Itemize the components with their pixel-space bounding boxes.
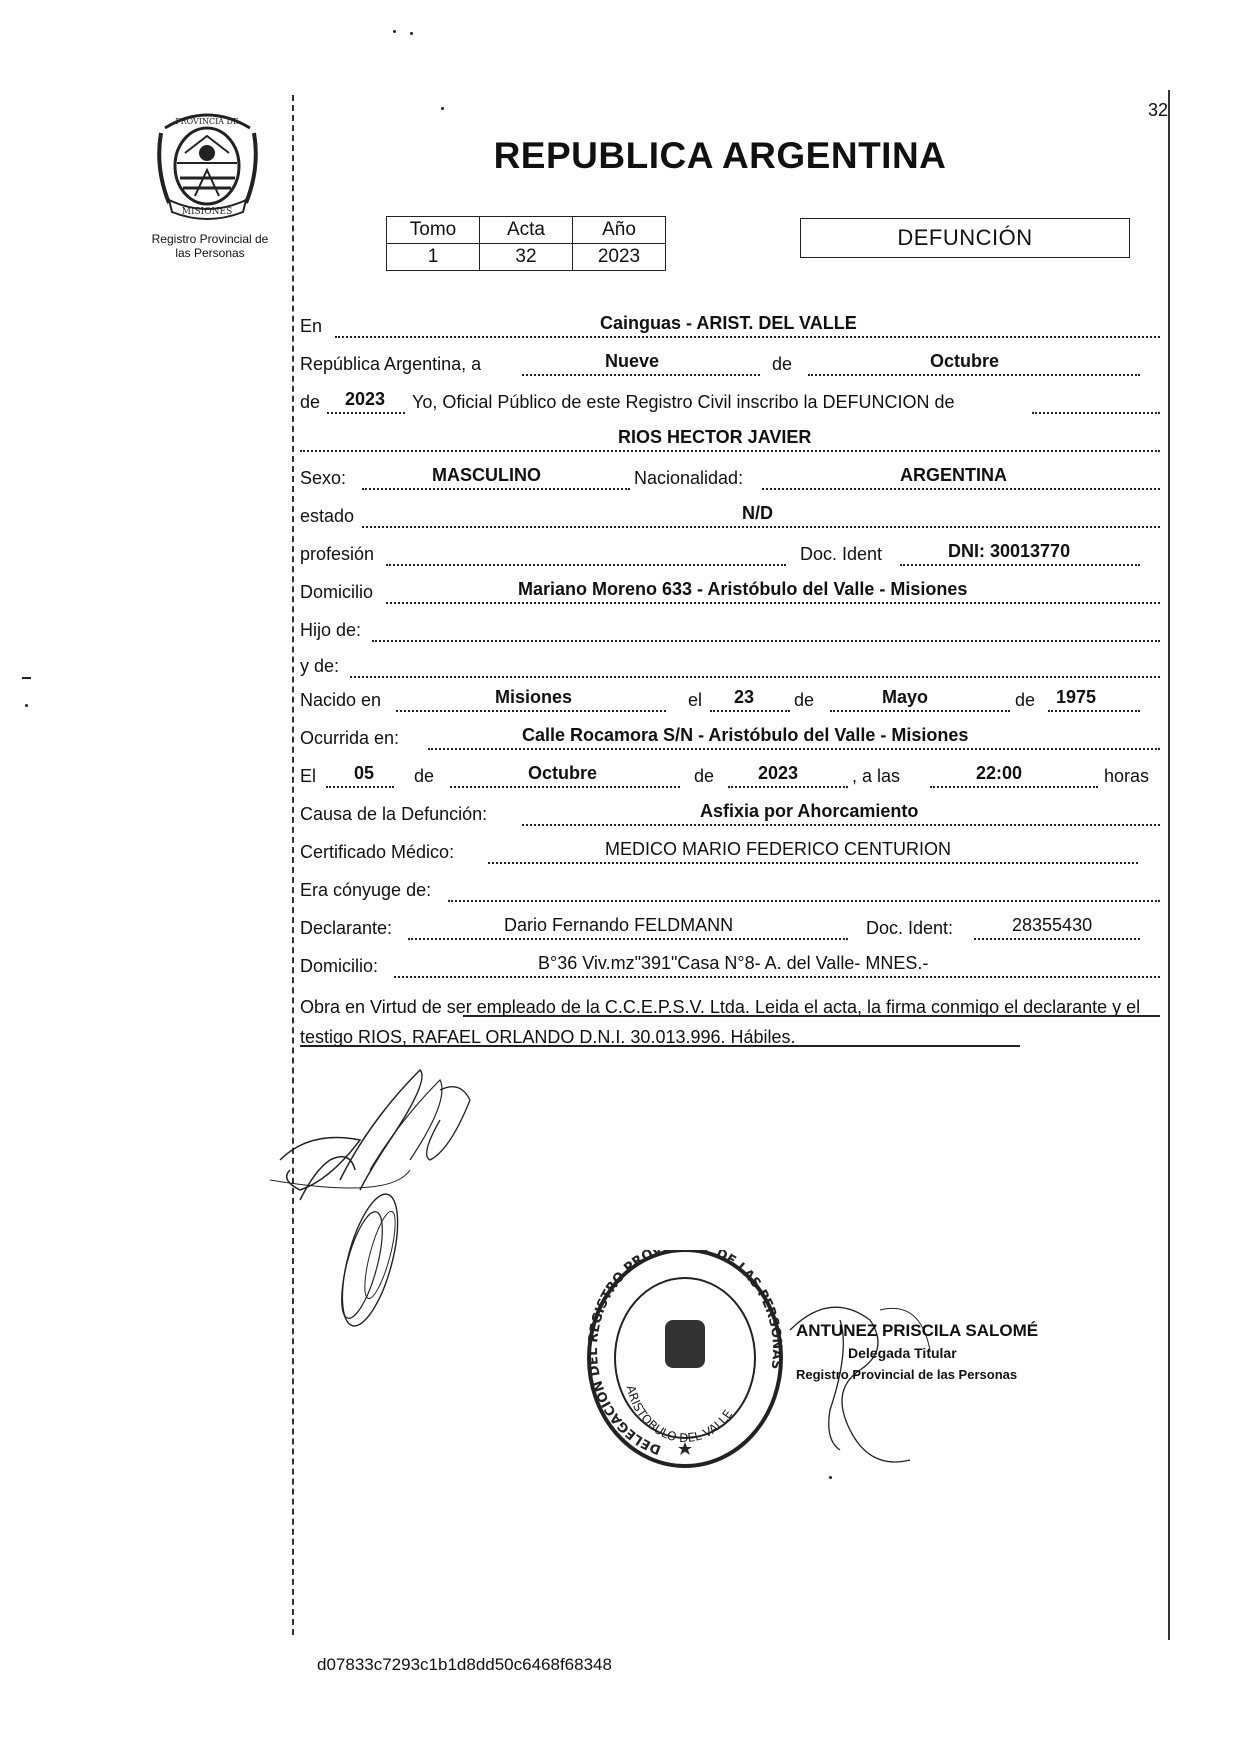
field-row-nacido: [300, 687, 1160, 714]
dotted-line: [488, 862, 1138, 864]
field-row-oficial: [300, 389, 1160, 416]
label-oficial-text: Yo, Oficial Público de este Registro Civil inscribo la DEFUNCION de: [412, 392, 955, 412]
dotted-line: [1032, 412, 1160, 414]
dotted-line: [808, 374, 1140, 376]
label-el: el: [688, 690, 703, 710]
label-de6: de: [694, 766, 715, 786]
field-row-death-date: [300, 763, 1170, 790]
label-horas: horas: [1104, 766, 1150, 786]
label-ocurrida-en: Ocurrida en:: [300, 728, 400, 748]
value-acta: 32: [480, 244, 573, 271]
dotted-line: [394, 976, 1160, 978]
value-death-month: Octubre: [528, 763, 598, 783]
dotted-line: [450, 786, 680, 788]
dotted-line: [974, 938, 1140, 940]
field-row-conyuge: [300, 880, 1160, 904]
dotted-line: [362, 526, 1160, 528]
page-number: 32: [1148, 100, 1169, 120]
dotted-line: [1048, 710, 1140, 712]
label-en: En: [300, 316, 323, 336]
dotted-line: [350, 676, 1160, 678]
left-margin-line: [292, 95, 294, 1635]
dotted-line: [386, 602, 1160, 604]
stray-mark: [410, 32, 413, 35]
field-row-causa: [300, 801, 1160, 828]
field-row-certificado: [300, 839, 1160, 866]
value-birthplace: Misiones: [495, 687, 573, 707]
record-table-value-row: [387, 244, 666, 271]
label-republica: República Argentina, a: [300, 354, 482, 374]
document-title: REPUBLICA ARGENTINA: [493, 135, 947, 176]
dotted-line: [396, 710, 666, 712]
value-causa: Asfixia por Ahorcamiento: [700, 801, 919, 821]
field-row-y-de: [300, 656, 1160, 680]
logo-top-text: PROVINCIA DE: [175, 117, 239, 126]
label-el2: El: [300, 766, 317, 786]
label-declarante: Declarante:: [300, 918, 393, 938]
value-death-day: 05: [354, 763, 375, 783]
dotted-line: [522, 374, 760, 376]
dotted-line: [522, 824, 1160, 826]
dotted-line: [900, 564, 1140, 566]
dotted-line: [710, 710, 790, 712]
value-day: Nueve: [605, 351, 660, 371]
dotted-line: [327, 412, 405, 414]
dotted-line: [448, 900, 1160, 902]
dotted-line: [408, 938, 848, 940]
dotted-line: [326, 786, 394, 788]
obra-paragraph: Obra en Virtud de ser empleado de la C.C.E.P.S.V. Ltda. Leida el acta, la firma conmigo el declarante y el testigo RIOS, RAFAEL ORLANDO D.N.I. 30.013.996. Hábiles.: [300, 997, 1141, 1047]
dotted-line: [762, 488, 1160, 490]
value-birth-year: 1975: [1056, 687, 1097, 707]
seal-inner-text: ARISTOBULO DEL VALLE: [623, 1383, 736, 1446]
label-a-las: , a las: [852, 766, 901, 786]
field-row-sexo: [300, 465, 1160, 492]
handwritten-signature: [270, 1060, 530, 1365]
label-domicilio: Domicilio: [300, 582, 374, 602]
field-row-ocurrida: [300, 725, 1160, 752]
value-domicilio: Mariano Moreno 633 - Aristóbulo del Valle - Misiones: [518, 579, 968, 599]
stray-mark: [829, 1476, 832, 1479]
label-y-de: y de:: [300, 656, 340, 676]
value-tomo: 1: [387, 244, 480, 271]
seal-ring-text: DELEGACION DEL REGISTRO PROV DE LAS PERSONAS: [586, 1250, 785, 1457]
value-doc-ident: DNI: 30013770: [948, 541, 1071, 561]
registry-caption: Registro Provincial de las Personas: [151, 232, 269, 260]
record-table: [386, 216, 666, 271]
underline: [300, 1045, 1020, 1047]
record-table-header-row: [387, 217, 666, 244]
signatory-role: Delegada Titular: [848, 1345, 957, 1361]
dotted-line: [930, 786, 1098, 788]
value-sexo: MASCULINO: [432, 465, 541, 485]
underline: [463, 1015, 1160, 1017]
dotted-line: [300, 450, 1160, 452]
dotted-line: [386, 564, 786, 566]
label-estado: estado: [300, 506, 355, 526]
label-profesion: profesión: [300, 544, 375, 564]
record-type-box: DEFUNCIÓN: [800, 218, 1130, 258]
stray-mark: [25, 704, 28, 707]
value-ocurrida-en: Calle Rocamora S/N - Aristóbulo del Valle - Misiones: [522, 725, 969, 745]
dotted-line: [335, 336, 1160, 338]
right-margin-line: [1168, 90, 1170, 1640]
label-hijo-de: Hijo de:: [300, 620, 362, 640]
label-de4: de: [1015, 690, 1036, 710]
field-row-domicilio: [300, 579, 1160, 606]
label-conyuge: Era cónyuge de:: [300, 880, 432, 900]
label-certificado: Certificado Médico:: [300, 842, 455, 862]
value-domicilio-2: B°36 Viv.mz"391"Casa N°8- A. del Valle- MNES.-: [538, 953, 929, 973]
label-de: de: [772, 354, 793, 374]
field-row-en: [300, 313, 1160, 340]
logo-bottom-text: MISIONES: [181, 207, 233, 217]
dotted-line: [830, 710, 1010, 712]
value-month: Octubre: [930, 351, 1000, 371]
signatory-name: ANTUNEZ PRISCILA SALOMÉ: [796, 1321, 1039, 1340]
header-anio: Año: [573, 217, 666, 244]
value-nacionalidad: ARGENTINA: [900, 465, 1007, 485]
stray-mark: [393, 30, 396, 33]
document-hash: d07833c7293c1b1d8dd50c6468f68348: [317, 1655, 612, 1674]
field-row-date: [300, 351, 1160, 378]
label-de3: de: [794, 690, 815, 710]
field-row-name: [300, 427, 1160, 454]
value-death-time: 22:00: [976, 763, 1023, 783]
label-causa: Causa de la Defunción:: [300, 804, 488, 824]
value-deceased-name: RIOS HECTOR JAVIER: [618, 427, 812, 447]
dotted-line: [728, 786, 848, 788]
stray-mark: [22, 677, 31, 679]
label-de2: de: [300, 392, 321, 412]
signatory-org: Registro Provincial de las Personas: [796, 1367, 1018, 1382]
dotted-line: [362, 488, 630, 490]
field-row-declarante: [300, 915, 1160, 942]
label-doc-ident-2: Doc. Ident:: [866, 918, 954, 938]
value-declarante: Dario Fernando FELDMANN: [504, 915, 734, 935]
label-nacionalidad: Nacionalidad:: [634, 468, 744, 488]
value-death-year: 2023: [758, 763, 799, 783]
dotted-line: [428, 748, 1160, 750]
label-de5: de: [414, 766, 435, 786]
value-certificado: MEDICO MARIO FEDERICO CENTURION: [605, 839, 952, 859]
value-anio: 2023: [573, 244, 666, 271]
field-row-hijo-de: [300, 620, 1160, 644]
label-domicilio-2: Domicilio:: [300, 956, 379, 976]
header-tomo: Tomo: [387, 217, 480, 244]
field-row-estado: [300, 503, 1160, 530]
stray-mark: [441, 107, 444, 110]
label-nacido-en: Nacido en: [300, 690, 382, 710]
value-estado: N/D: [742, 503, 773, 523]
official-seal: [585, 1250, 785, 1485]
value-doc-ident-2: 28355430: [1012, 915, 1093, 935]
label-doc-ident: Doc. Ident: [800, 544, 883, 564]
label-sexo: Sexo:: [300, 468, 347, 488]
field-row-profesion: [300, 541, 1160, 568]
value-birth-month: Mayo: [882, 687, 929, 707]
value-birth-day: 23: [734, 687, 755, 707]
value-place: Cainguas - ARIST. DEL VALLE: [600, 313, 857, 333]
field-row-domicilio-2: [300, 953, 1160, 980]
header-acta: Acta: [480, 217, 573, 244]
province-coat-of-arms-logo: [155, 108, 260, 223]
dotted-line: [372, 640, 1160, 642]
value-year: 2023: [345, 389, 386, 409]
signatory-block: [796, 1320, 1038, 1386]
